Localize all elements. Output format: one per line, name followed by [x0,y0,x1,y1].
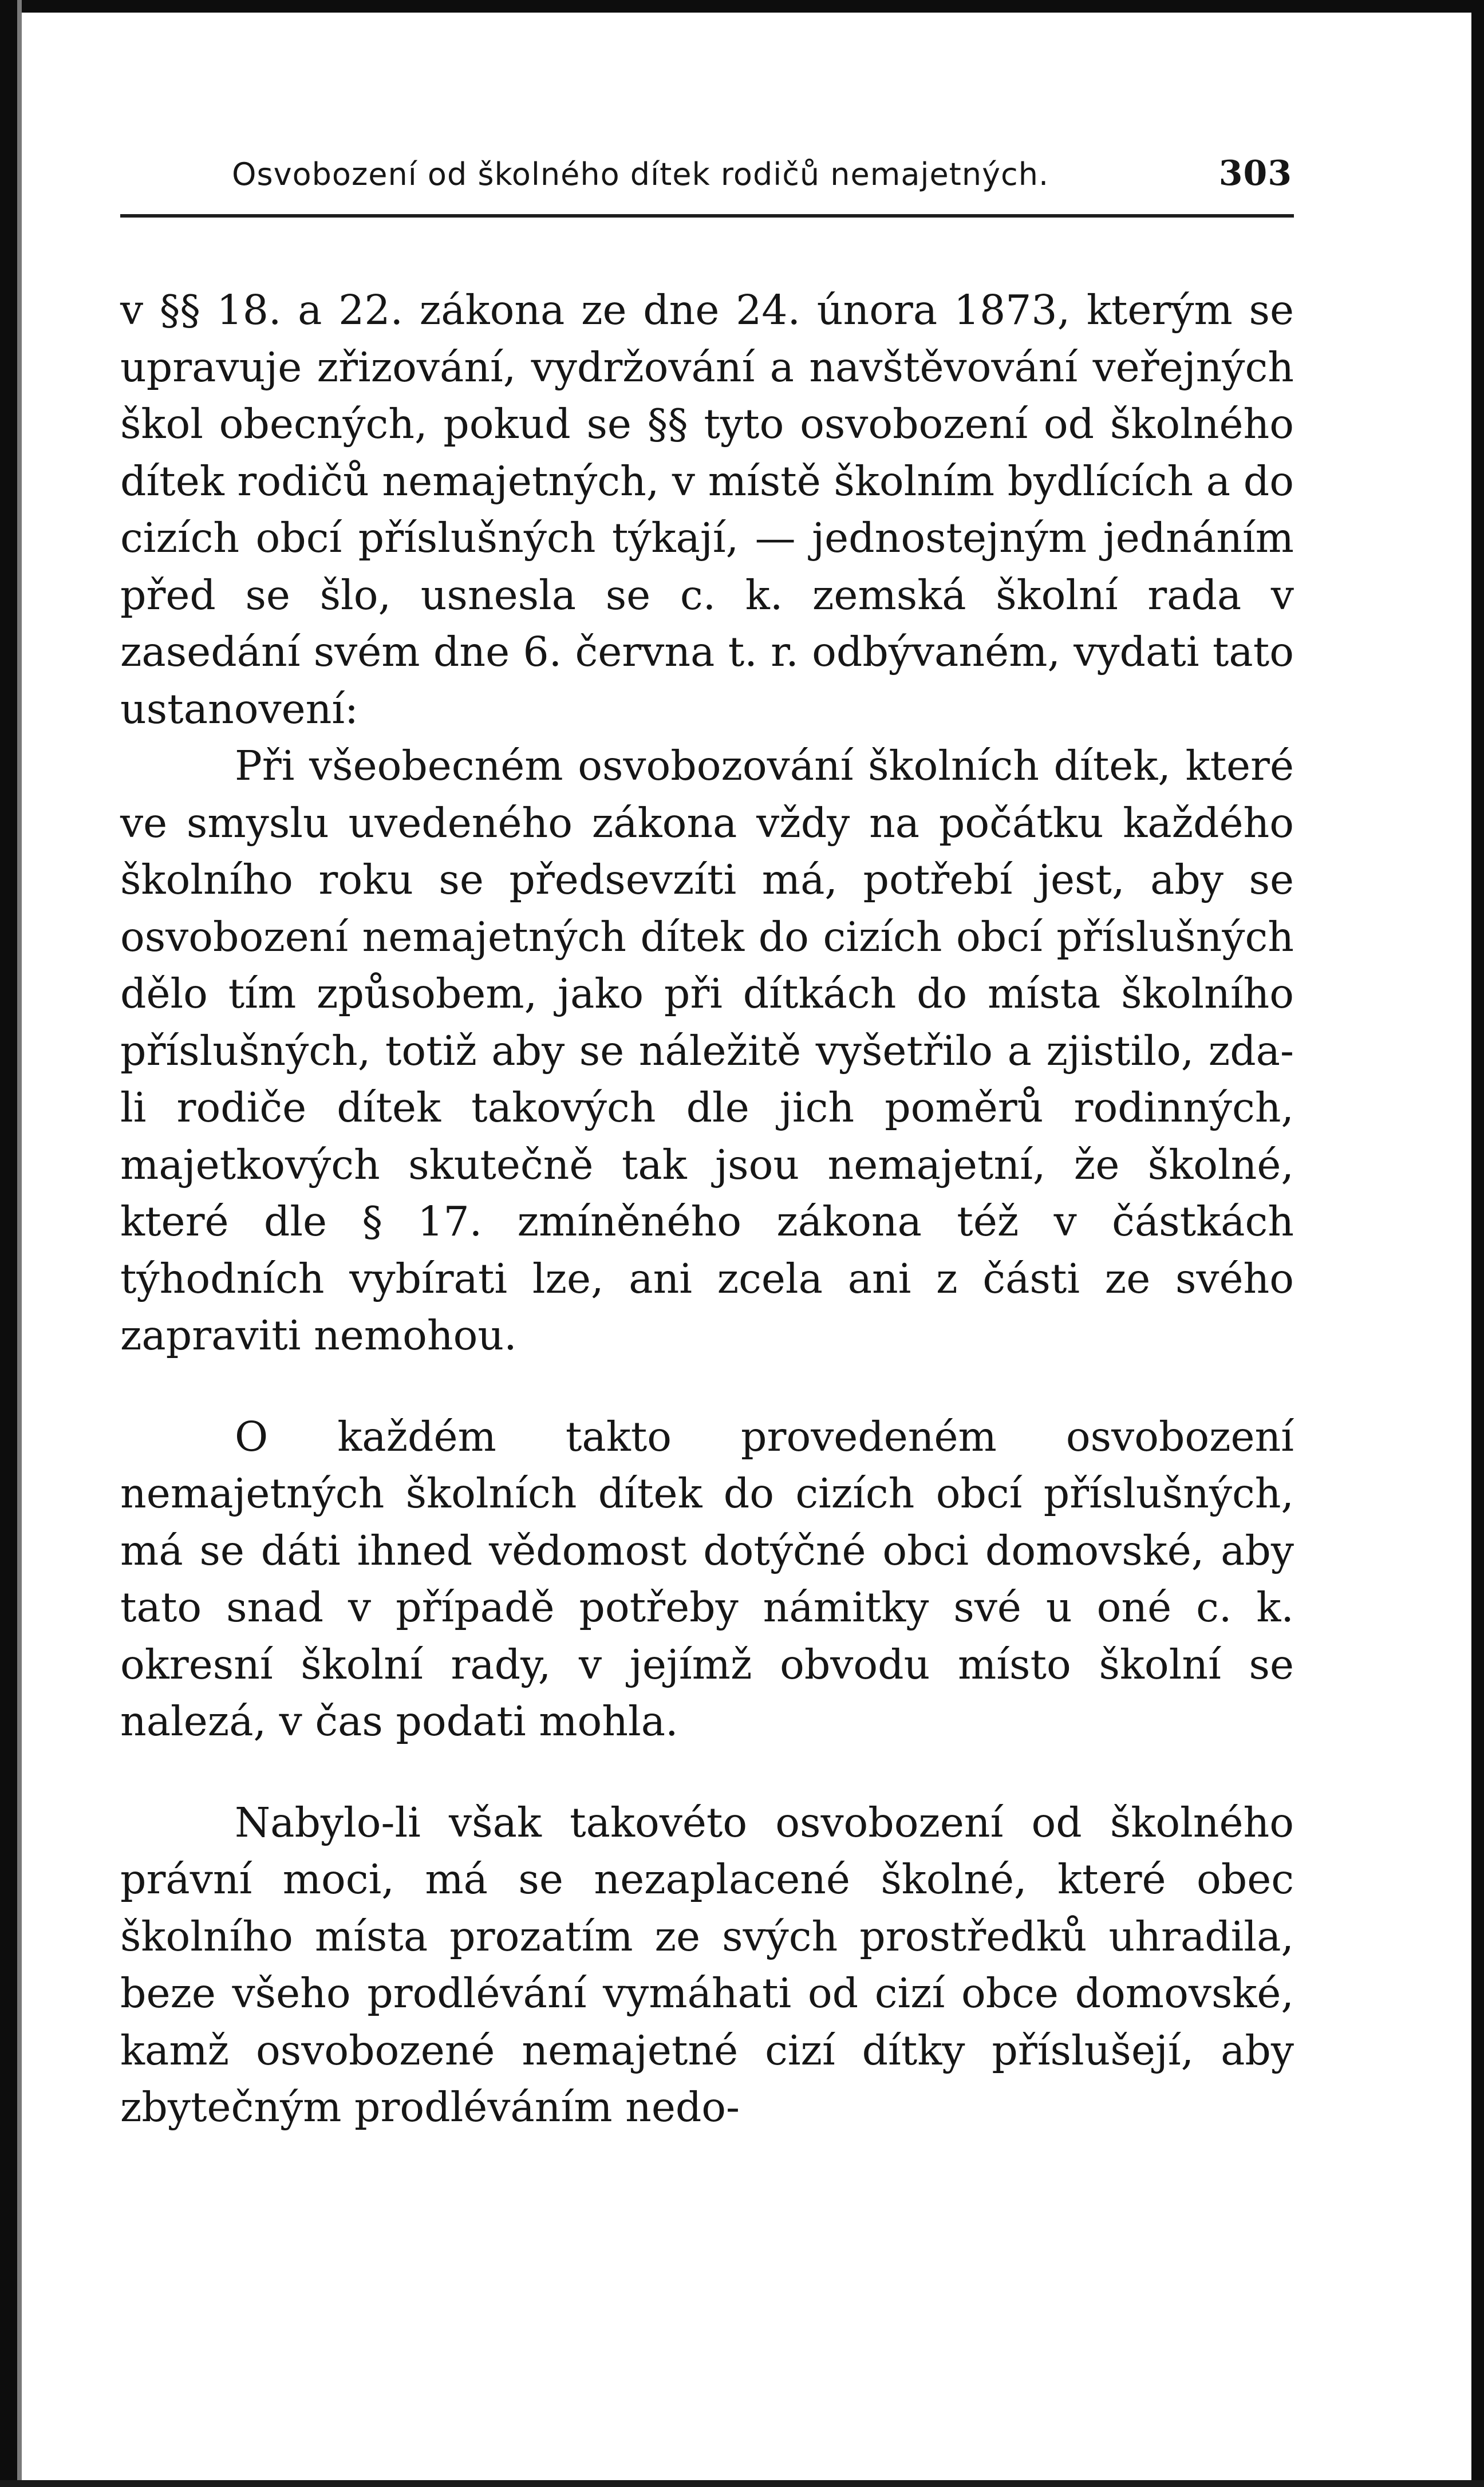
scan-border-right [1471,0,1484,2487]
scan-border-bottom [0,2480,1484,2487]
scan-border-left-shadow [17,0,22,2487]
paragraph-continuation: v §§ 18. a 22. zákona ze dne 24. února 1873, kterým se upravuje zřizování, vydržování a navštěvování veřejných škol obecných, pokud se §§ tyto osvobození od školného dítek rodičů nemajetných, v místě školním bydlících a do cizích obcí příslušných týkají, — jednostejným jednáním před se šlo, usnesla se c. k. zemská školní rada v zasedání svém dne 6. června t. r. odbývaném, vydati tato ustanovení: [120,286,1294,733]
page-body [120,282,1294,2136]
paragraph: O každém takto provedeném osvobození nemajetných školních dítek do cizích obcí příslušných, má se dáti ihned vědomost dotýčné obci domovské, aby tato snad v případě potřeby námitky své u oné c. k. okresní školní rady, v jejímž obvodu místo školní se nalezá, v čas podati mohla. [120,1412,1294,1745]
scan-border-top [0,0,1484,13]
paragraph: Při všeobecném osvobozování školních dítek, které ve smyslu uvedeného zákona vždy na počátku každého školního roku se předsevzíti má, potřebí jest, aby se osvobození nemajetných dítek do cizích obcí příslušných dělo tím způsobem, jako při dítkách do místa školního příslušných, totiž aby se náležitě vyšetřilo a zjistilo, zda-li rodiče dítek takových dle jich poměrů rodinných, majetkových skutečně tak jsou nemajetní, že školné, které dle § 17. zmíněného zákona též v částkách týhodních vybírati lze, ani zcela ani z části ze svého zapraviti nemohou. [120,742,1294,1359]
header-rule [120,214,1294,218]
running-head [232,153,1292,199]
paragraph: Nabylo-li však takovéto osvobození od školného právní moci, má se nezaplacené školné, které obec školního místa prozatím ze svých prostředků uhradila, beze všeho prodlévání vymáhati od cizí obce domovské, kamž osvobozené nemajetné cizí dítky příslušejí, aby zbytečným prodléváním nedo- [120,1798,1294,2131]
page-number: 303 [1218,153,1292,194]
scan-border-left [0,0,17,2487]
running-head-title: Osvobození od školného dítek rodičů nemajetných. [232,156,1049,192]
